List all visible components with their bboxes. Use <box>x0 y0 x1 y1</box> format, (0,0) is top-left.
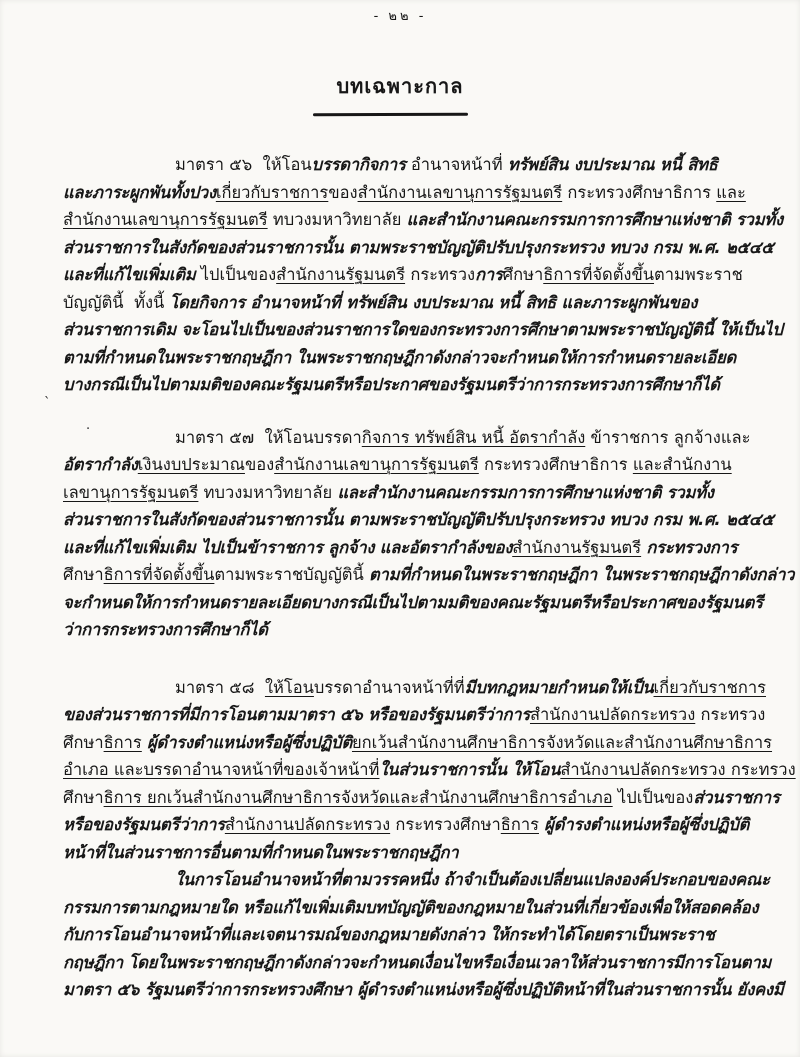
text-segment: และที่แก้ไขเพิ่มเติม <box>63 265 196 284</box>
text-segment: โดยกิจการ อำนาจหน้าที่ ทรัพย์สิน งบประมาณ หนี้ สิทธิ และภาระผูกพันของ <box>169 292 698 312</box>
page-number: - ๒๒ - <box>373 9 427 24</box>
text-segment: ศึกษา <box>63 787 104 807</box>
text-segment: กระทรวง <box>405 265 476 284</box>
text-line <box>63 811 753 839</box>
text-line <box>63 316 783 344</box>
text-line <box>63 179 753 207</box>
text-segment: เลขานุการรัฐมนตรี <box>63 482 199 502</box>
text-line <box>63 561 795 589</box>
text-segment: และสำนักงานคณะกรรมการการศึกษาแห่งชาติ รวมทั้ง <box>406 210 783 229</box>
text-segment: หรือของรัฐมนตรีว่าการ <box>63 815 225 834</box>
text-line <box>63 674 766 702</box>
text-segment: ให้โอน <box>264 677 314 697</box>
text-line <box>63 534 753 562</box>
text-segment: ไปเป็นของ <box>195 265 277 284</box>
text-segment: สำนักงานรัฐมนตรี <box>512 537 642 557</box>
text-segment: กระทรวง <box>695 705 766 724</box>
text-segment: บรรดากิจการ <box>311 155 406 174</box>
text-line <box>63 756 796 784</box>
text-segment: มาตรา ๕๗ ให้โอนบรรดา <box>175 427 362 447</box>
text-segment: ผู้ดำรงตำแหน่งหรือผู้ซึ่งปฏิบัติ <box>544 815 750 834</box>
text-segment: ศึกษา <box>502 265 544 284</box>
text-line <box>63 784 780 812</box>
text-segment: ธิการที่จัดตั้งขึ้น <box>103 565 215 584</box>
text-segment: มาตรา ๕๖ ให้โอน <box>175 155 312 174</box>
heading-underline-rule <box>313 113 468 116</box>
text-segment: ผู้ดำรงตำแหน่งหรือผู้ซึ่งปฏิบัติ <box>147 732 352 752</box>
text-line <box>63 234 774 262</box>
text-segment: ส่วนราชการในสังกัดของส่วนราชการนั้น ตามพระราชบัญญัติปรับปรุงกระทรวง ทบวง กรม พ.ศ. ๒๕๔๕ <box>63 510 774 529</box>
text-segment: สำนักงานปลัดกระทรวง <box>529 705 696 724</box>
text-line <box>63 506 774 534</box>
scan-artifact: . <box>86 418 91 433</box>
text-segment: กับการโอนอำนาจหน้าที่และเจตนารมณ์ของกฎหมายดังกล่าว ให้กระทำได้โดยตราเป็นพระราช <box>63 925 715 944</box>
text-segment: และสำนักงาน <box>632 455 732 474</box>
text-line <box>63 616 753 644</box>
text-segment: ส่วนราชการเดิม จะโอนไปเป็นของส่วนราชการใดของกระทรวงการศึกษาตามพระราชบัญญัตินี้ ให้เป็นไป <box>63 320 783 339</box>
text-segment: ไปเป็นของ <box>612 787 694 807</box>
text-segment: จะกำหนดให้การกำหนดรายละเอียดบางกรณีเป็นไปตามมติของคณะรัฐมนตรีหรือประกาศของรัฐมนตรี <box>63 592 763 612</box>
text-segment: เงินงบประมาณ <box>137 455 245 474</box>
text-line <box>63 451 753 479</box>
text-segment: บรรดาอำนาจหน้าที่ที่ <box>313 677 465 697</box>
text-line <box>63 921 753 949</box>
text-segment: ธิการที่จัดตั้งขึ้น <box>543 265 655 284</box>
text-line <box>63 206 783 234</box>
text-line <box>63 729 773 757</box>
text-line <box>63 371 753 399</box>
text-segment: อำเภอ และบรรดาอำนาจหน้าที่ของเจ้าหน้าที่ <box>63 760 380 779</box>
text-segment: หน้าที่ในส่วนราชการอื่นตามที่กำหนดในพระราชกฤษฎีกา <box>63 842 459 862</box>
text-line <box>63 479 753 507</box>
text-segment: ในส่วนราชการนั้น ให้โอน <box>379 760 561 779</box>
text-segment: ธิการ <box>103 732 142 752</box>
text-line <box>63 949 772 977</box>
text-line <box>63 289 753 317</box>
text-segment: และ <box>716 182 746 202</box>
text-segment: ส่วนราชการในสังกัดของส่วนราชการนั้น ตามพระราชบัญญัติปรับปรุงกระทรวง ทบวง กรม พ.ศ. ๒๕๔๕ <box>63 237 774 257</box>
text-line <box>63 894 759 922</box>
text-segment: กรรมการตามกฎหมายใด หรือแก้ไขเพิ่มเติมบทบัญญัติของกฎหมายในส่วนที่เกี่ยวข้องเพื่อให้สอดคล้อง <box>63 897 759 917</box>
text-segment: และที่แก้ไขเพิ่มเติม ไปเป็นข้าราชการ ลูกจ้าง และอัตรากำลังของ <box>63 537 513 557</box>
text-segment: ธิการ ยกเว้นสำนักงานศึกษาธิการจังหวัดและสำนักงานศึกษาธิการอำเภอ <box>103 787 613 807</box>
text-segment: ยกเว้นสำนักงานศึกษาธิการจังหวัดและสำนักงานศึกษาธิการ <box>351 732 773 752</box>
text-segment: ทบวงมหาวิทยาลัย <box>198 482 338 502</box>
text-line <box>63 866 770 894</box>
text-segment: เกี่ยวกับราชการ <box>653 677 766 697</box>
text-segment: กิจการ ทรัพย์สิน หนี้ อัตรากำลัง <box>361 427 586 447</box>
text-segment: ตามพระราชบัญญัตินี้ <box>214 565 370 584</box>
paragraph-matra-56 <box>63 151 783 399</box>
paragraph-matra-57 <box>63 424 795 644</box>
scan-artifact: ` <box>44 396 51 411</box>
text-line <box>63 151 753 179</box>
section-heading: บทเฉพาะกาล <box>336 74 464 98</box>
text-segment: กระทรวงการ <box>646 537 738 557</box>
text-segment: มาตรา ๕๘ <box>175 677 265 697</box>
text-segment: สำนักงานเลขานุการรัฐมนตรี <box>357 182 563 202</box>
text-line <box>63 701 766 729</box>
text-segment: อัตรากำลัง <box>63 455 138 474</box>
text-segment: ทบวงมหาวิทยาลัย <box>267 210 407 229</box>
text-segment: สำนักงานปลัดกระทรวง กระทรวง <box>560 760 796 779</box>
text-segment: และสำนักงานคณะกรรมการการศึกษาแห่งชาติ รวมทั้ง <box>337 482 714 502</box>
text-segment: ของ <box>244 455 275 474</box>
text-segment: ของ <box>328 182 358 202</box>
text-line <box>63 261 753 289</box>
text-segment: และภาระผูกพันทั้งปวง <box>63 182 216 202</box>
text-segment: ศึกษา <box>63 732 104 752</box>
text-segment: ของส่วนราชการที่มีการโอนตามมาตรา ๕๖ หรือของรัฐมนตรีว่าการ <box>63 705 530 724</box>
text-segment: ส่วนราชการ <box>693 787 780 807</box>
text-segment: ตามพระราช <box>654 265 743 284</box>
text-segment: อำนาจหน้าที่ <box>405 155 508 174</box>
text-segment: กฤษฎีกา โดยในพระราชกฤษฎีกาดังกล่าวจะกำหนดเงื่อนไขหรือเงื่อนเวลาให้ส่วนราชการมีการโอนตาม <box>63 952 772 972</box>
text-segment: มาตรา ๕๖ รัฐมนตรีว่าการกระทรวงศึกษา ผู้ดำรงตำแหน่งหรือผู้ซึ่งปฏิบัติหน้าที่ในส่วนราชการนั้น ยังคงมี <box>63 980 784 999</box>
text-segment: สำนักงานปลัดกระทรวง <box>224 815 391 834</box>
text-line <box>63 424 753 452</box>
paragraph-matra-58 <box>63 674 796 1004</box>
text-segment: มีบทกฎหมายกำหนดให้เป็น <box>464 677 654 697</box>
text-segment: การ <box>475 265 503 284</box>
text-segment: กระทรวงศึกษาธิการ <box>478 455 633 474</box>
text-segment: เกี่ยวกับราชการ <box>215 182 329 202</box>
text-segment: สำนักงานเลขานุการรัฐมนตรี <box>274 455 479 474</box>
text-segment: ทรัพย์สิน งบประมาณ หนี้ สิทธิ <box>507 155 718 174</box>
text-segment: ในการโอนอำนาจหน้าที่ตามวรรคหนึ่ง ถ้าจำเป็นต้องเปลี่ยนแปลงองค์ประกอบของคณะ <box>175 870 770 889</box>
text-segment: บัญญัตินี้ ทั้งนี้ <box>63 292 170 312</box>
text-segment: ว่าการกระทรวงการศึกษาก็ได้ <box>63 620 268 639</box>
text-segment: กระทรวงศึกษา <box>390 815 501 834</box>
text-line <box>63 839 753 867</box>
text-segment: ตามที่กำหนดในพระราชกฤษฎีกา ในพระราชกฤษฎีกาดังกล่าว <box>369 565 795 584</box>
text-segment: บางกรณีเป็นไปตามมติของคณะรัฐมนตรีหรือประกาศของรัฐมนตรีว่าการกระทรวงการศึกษาก็ได้ <box>63 375 720 394</box>
text-segment: สำนักงานเลขานุการรัฐมนตรี <box>63 210 268 229</box>
text-segment: กระทรวงศึกษาธิการ <box>562 182 717 202</box>
text-line <box>63 976 784 1004</box>
text-segment: ตามที่กำหนดในพระราชกฤษฎีกา ในพระราชกฤษฎีกาดังกล่าวจะกำหนดให้การกำหนดรายละเอียด <box>63 347 737 367</box>
document-body <box>63 151 796 1004</box>
text-segment: ธิการ <box>500 815 539 834</box>
text-segment: สำนักงานรัฐมนตรี <box>276 265 406 284</box>
text-segment: ศึกษา <box>63 565 104 584</box>
text-line <box>63 344 753 372</box>
text-segment: ข้าราชการ ลูกจ้างและ <box>585 427 751 447</box>
text-line <box>63 589 763 617</box>
